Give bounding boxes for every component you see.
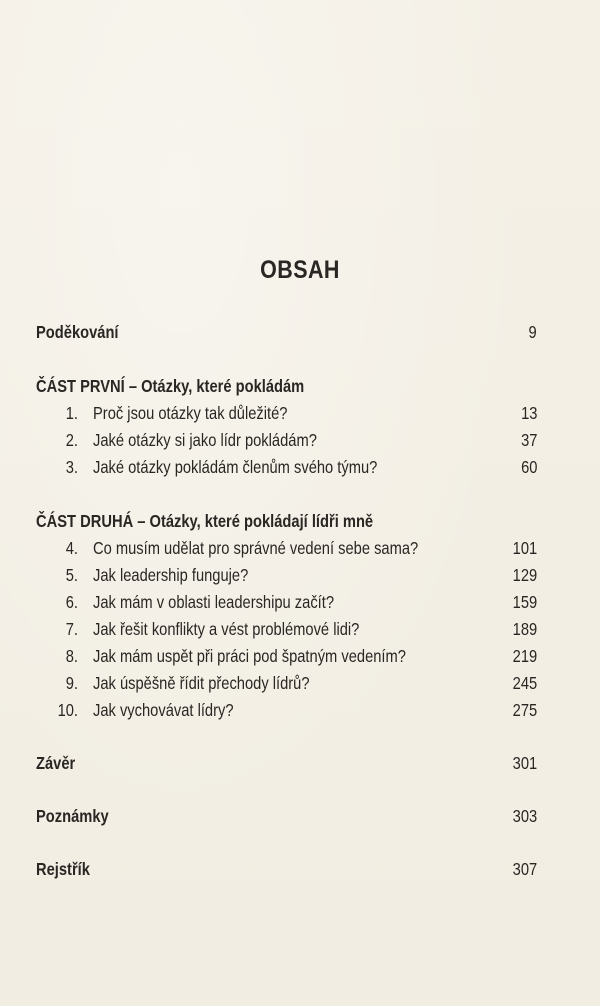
- part-heading-label: ČÁST PRVNÍ – Otázky, které pokládám: [36, 376, 305, 396]
- chapter-number: 6.: [65, 592, 78, 612]
- toc-chapter-10: [0, 697, 600, 723]
- toc-part-heading-1: [0, 373, 600, 399]
- toc-entry-label: Poděkování: [36, 322, 119, 342]
- toc-entry-label: Poznámky: [36, 806, 109, 826]
- toc-entry-label: Rejstřík: [36, 859, 90, 879]
- chapter-page: 275: [512, 700, 537, 720]
- part-heading-label: ČÁST DRUHÁ – Otázky, které pokládají lídři mně: [36, 511, 374, 531]
- toc-entry-page: 9: [528, 322, 537, 342]
- chapter-number: 3.: [65, 457, 78, 477]
- toc-chapter-5: [0, 562, 600, 588]
- chapter-title: Jak mám uspět při práci pod špatným vedením?: [93, 646, 406, 666]
- toc-entry-page: 301: [512, 753, 537, 773]
- toc-chapter-2: [0, 427, 600, 453]
- chapter-page: 159: [512, 592, 537, 612]
- chapter-title: Jaké otázky si jako lídr pokládám?: [93, 430, 317, 450]
- toc-entry-label: Závěr: [36, 753, 76, 773]
- toc-entry-page: 307: [512, 859, 537, 879]
- chapter-number: 5.: [65, 565, 78, 585]
- chapter-number: 1.: [65, 403, 78, 423]
- toc-entry-zaver: [0, 750, 600, 776]
- toc-chapter-3: [0, 454, 600, 480]
- chapter-title: Jak mám v oblasti leadershipu začít?: [93, 592, 335, 612]
- page-title: OBSAH: [260, 256, 340, 284]
- toc-entry-poznamky: [0, 803, 600, 829]
- chapter-number: 7.: [65, 619, 78, 639]
- chapter-number: 10.: [57, 700, 78, 720]
- chapter-number: 8.: [65, 646, 78, 666]
- chapter-title: Jak vychovávat lídry?: [93, 700, 234, 720]
- chapter-title: Jak úspěšně řídit přechody lídrů?: [93, 673, 310, 693]
- chapter-page: 13: [520, 403, 537, 423]
- chapter-page: 60: [520, 457, 537, 477]
- chapter-page: 219: [512, 646, 537, 666]
- chapter-page: 129: [512, 565, 537, 585]
- chapter-title: Jak řešit konflikty a vést problémové lidi?: [93, 619, 360, 639]
- chapter-page: 245: [512, 673, 537, 693]
- toc-chapter-6: [0, 589, 600, 615]
- chapter-page: 101: [512, 538, 537, 558]
- chapter-title: Proč jsou otázky tak důležité?: [93, 403, 288, 423]
- chapter-title: Jaké otázky pokládám členům svého týmu?: [93, 457, 378, 477]
- chapter-title: Co musím udělat pro správné vedení sebe sama?: [93, 538, 419, 558]
- toc-chapter-8: [0, 643, 600, 669]
- toc-chapter-9: [0, 670, 600, 696]
- chapter-title: Jak leadership funguje?: [93, 565, 249, 585]
- toc-entry-page: 303: [512, 806, 537, 826]
- toc-entry-rejstrik: [0, 856, 600, 882]
- toc-chapter-1: [0, 400, 600, 426]
- toc-part-heading-2: [0, 508, 600, 534]
- chapter-page: 37: [520, 430, 537, 450]
- chapter-number: 4.: [65, 538, 78, 558]
- toc-entry-podekovani: [0, 319, 600, 345]
- chapter-page: 189: [512, 619, 537, 639]
- chapter-number: 9.: [65, 673, 78, 693]
- toc-chapter-4: [0, 535, 600, 561]
- chapter-number: 2.: [65, 430, 78, 450]
- toc-chapter-7: [0, 616, 600, 642]
